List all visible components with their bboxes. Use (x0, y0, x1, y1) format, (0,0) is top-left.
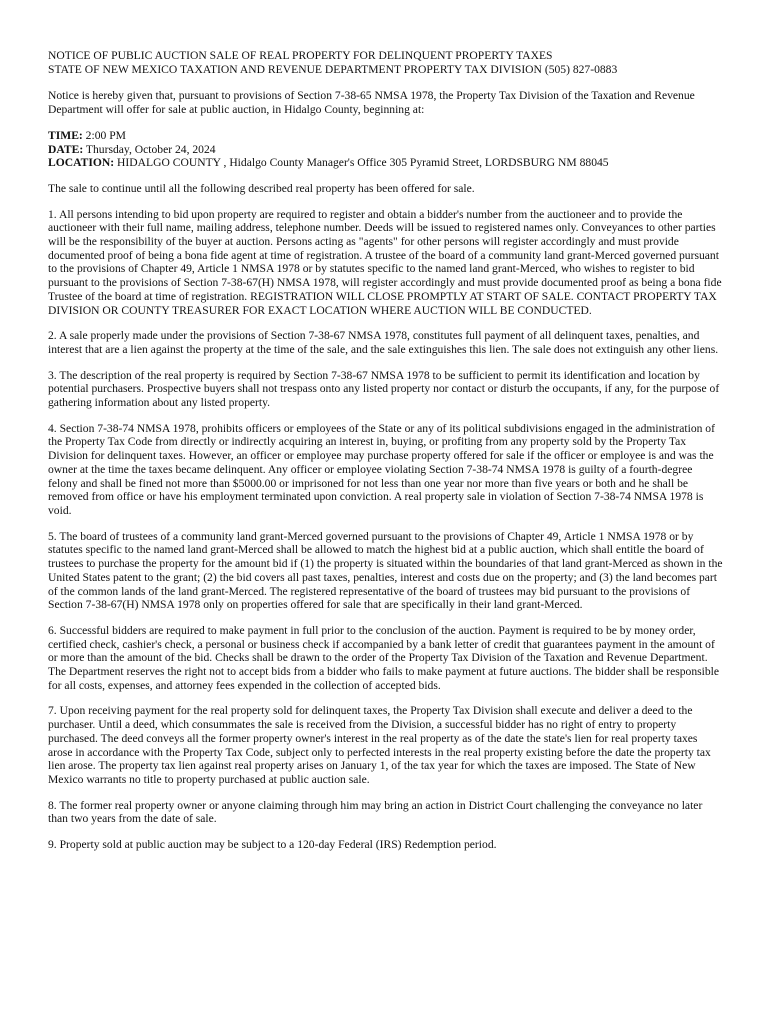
notice-document (48, 49, 724, 864)
time-label: TIME: (48, 128, 83, 142)
auction-details (48, 129, 724, 170)
location-row (48, 156, 724, 170)
location-value: HIDALGO COUNTY , Hidalgo County Manager's Office 305 Pyramid Street, LORDSBURG NM 88045 (114, 156, 609, 170)
time-value: 2:00 PM (82, 128, 126, 142)
paragraph-7: 7. Upon receiving payment for the real property sold for delinquent taxes, the Property Tax Division shall execute and deliver a deed to the purchaser. Until a deed, which consummates the sale is received from the Division, a successful bidder has no right of entry to property purchased. The deed conveys all the former property owner's interest in the real property as of the date the state's lien for real property taxes arose in accordance with the Property Tax Code, subject only to perfected interests in the real property existing before the date the property tax lien arose. The property tax lien against real property arises on January 1, of the tax year for which the taxes are imposed. The State of New Mexico warrants no title to property purchased at public auction sale. (48, 704, 711, 786)
sale-continue-paragraph: The sale to continue until all the following described real property has been offered for sale. (48, 181, 475, 195)
title-line-2: STATE OF NEW MEXICO TAXATION AND REVENUE DEPARTMENT PROPERTY TAX DIVISION (505) 827-0883 (48, 62, 618, 76)
paragraph-8: 8. The former real property owner or anyone claiming through him may bring an action in District Court challenging the conveyance no later than two years from the date of sale. (48, 798, 703, 826)
time-row (48, 129, 724, 143)
title-line-1: NOTICE OF PUBLIC AUCTION SALE OF REAL PROPERTY FOR DELINQUENT PROPERTY TAXES (48, 49, 553, 62)
location-label: LOCATION: (48, 156, 115, 170)
paragraph-3: 3. The description of the real property is required by Section 7-38-67 NMSA 1978 to be sufficient to permit its identification and location by potential purchasers. Prospective buyers shall not trespass onto any listed property nor contact or disturb the occupants, if any, for the purpose of gathering information about any listed property. (48, 368, 720, 410)
paragraph-4: 4. Section 7-38-74 NMSA 1978, prohibits officers or employees of the State or any of its political subdivisions engaged in the administration of the Property Tax Code from directly or indirectly acquiring an interest in, buying, or profiting from any property sold by the Property Tax Division for delinquent taxes. However, an officer or employee may purchase property offered for sale if the officer or employee is and was the owner at the time the taxes became delinquent. Any officer or employee violating Section 7-38-74 NMSA 1978 is guilty of a fourth-degree felony and shall be fined not more than $5000.00 or imprisoned for not less than one year nor more than five years or both and he shall be removed from office or have his employment terminated upon conviction. A real property sale in violation of Section 7-38-74 NMSA 1978 is void. (48, 421, 715, 517)
paragraph-1: 1. All persons intending to bid upon property are required to register and obtain a bidder's number from the auctioneer and to provide the auctioneer with their full name, mailing address, telephone number. Deeds will be issued to registered names only. Conveyances to other parties will be the responsibility of the buyer at auction. Persons acting as "agents" for other persons will register accordingly and must provide documented proof of being a bona fide agent at time of registration. A trustee of the board of a community land grant-Merced governed pursuant to the provisions of Chapter 49, Article 1 NMSA 1978 or by statutes specific to the named land grant-Merced, who wishes to register to bid pursuant to the provisions of Section 7-38-67(H) NMSA 1978, will register accordingly and must provide documented proof as being a bona fide Trustee of the board at time of registration. REGISTRATION WILL CLOSE PROMPTLY AT START OF SALE. CONTACT PROPERTY TAX DIVISION OR COUNTY TREASURER FOR EXACT LOCATION WHERE AUCTION WILL BE CONDUCTED. (48, 207, 722, 317)
date-value: Thursday, October 24, 2024 (83, 142, 216, 156)
paragraph-5: 5. The board of trustees of a community land grant-Merced governed pursuant to the provisions of Chapter 49, Article 1 NMSA 1978 or by statutes specific to the named land grant-Merced shall be allowed to match the highest bid at a public auction, which shall entitle the board of trustees to purchase the property for the amount bid if (1) the property is situated within the boundaries of that land grant-Merced as shown in the United States patent to the grant; (2) the bid covers all past taxes, penalties, interest and costs due on the property; and (3) the land becomes part of the common lands of the land grant-Merced. The registered representative of the board of trustees may bid pursuant to the provisions of Section 7-38-67(H) NMSA 1978 only on properties offered for sale that are specifically in their land grant-Merced. (48, 529, 723, 612)
date-label: DATE: (48, 142, 84, 156)
notice-title (48, 49, 724, 76)
paragraph-9: 9. Property sold at public auction may be subject to a 120-day Federal (IRS) Redemption period. (48, 838, 497, 852)
intro-paragraph: Notice is hereby given that, pursuant to provisions of Section 7-38-65 NMSA 1978, the Property Tax Division of the Taxation and Revenue Department will offer for sale at public auction, in Hidalgo County, beginning at: (48, 89, 695, 117)
date-row (48, 143, 724, 157)
paragraph-2: 2. A sale properly made under the provisions of Section 7-38-67 NMSA 1978, constitutes full payment of all delinquent taxes, penalties, and interest that are a lien against the property at the time of the sale, and the sale extinguishes this lien. The sale does not extinguish any other liens. (48, 329, 719, 356)
paragraph-6: 6. Successful bidders are required to make payment in full prior to the conclusion of the auction. Payment is required to be by money order, certified check, cashier's check, a personal or business check if accompanied by a bank letter of credit that guarantees payment in the amount of or more than the amount of the bid. Checks shall be drawn to the order of the Property Tax Division of the Taxation and Revenue Department. The Department reserves the right not to accept bids from a bidder who fails to make payment at future auctions. The bidder shall be responsible for all costs, expenses, and attorney fees expended in the collection of accepted bids. (48, 623, 720, 692)
